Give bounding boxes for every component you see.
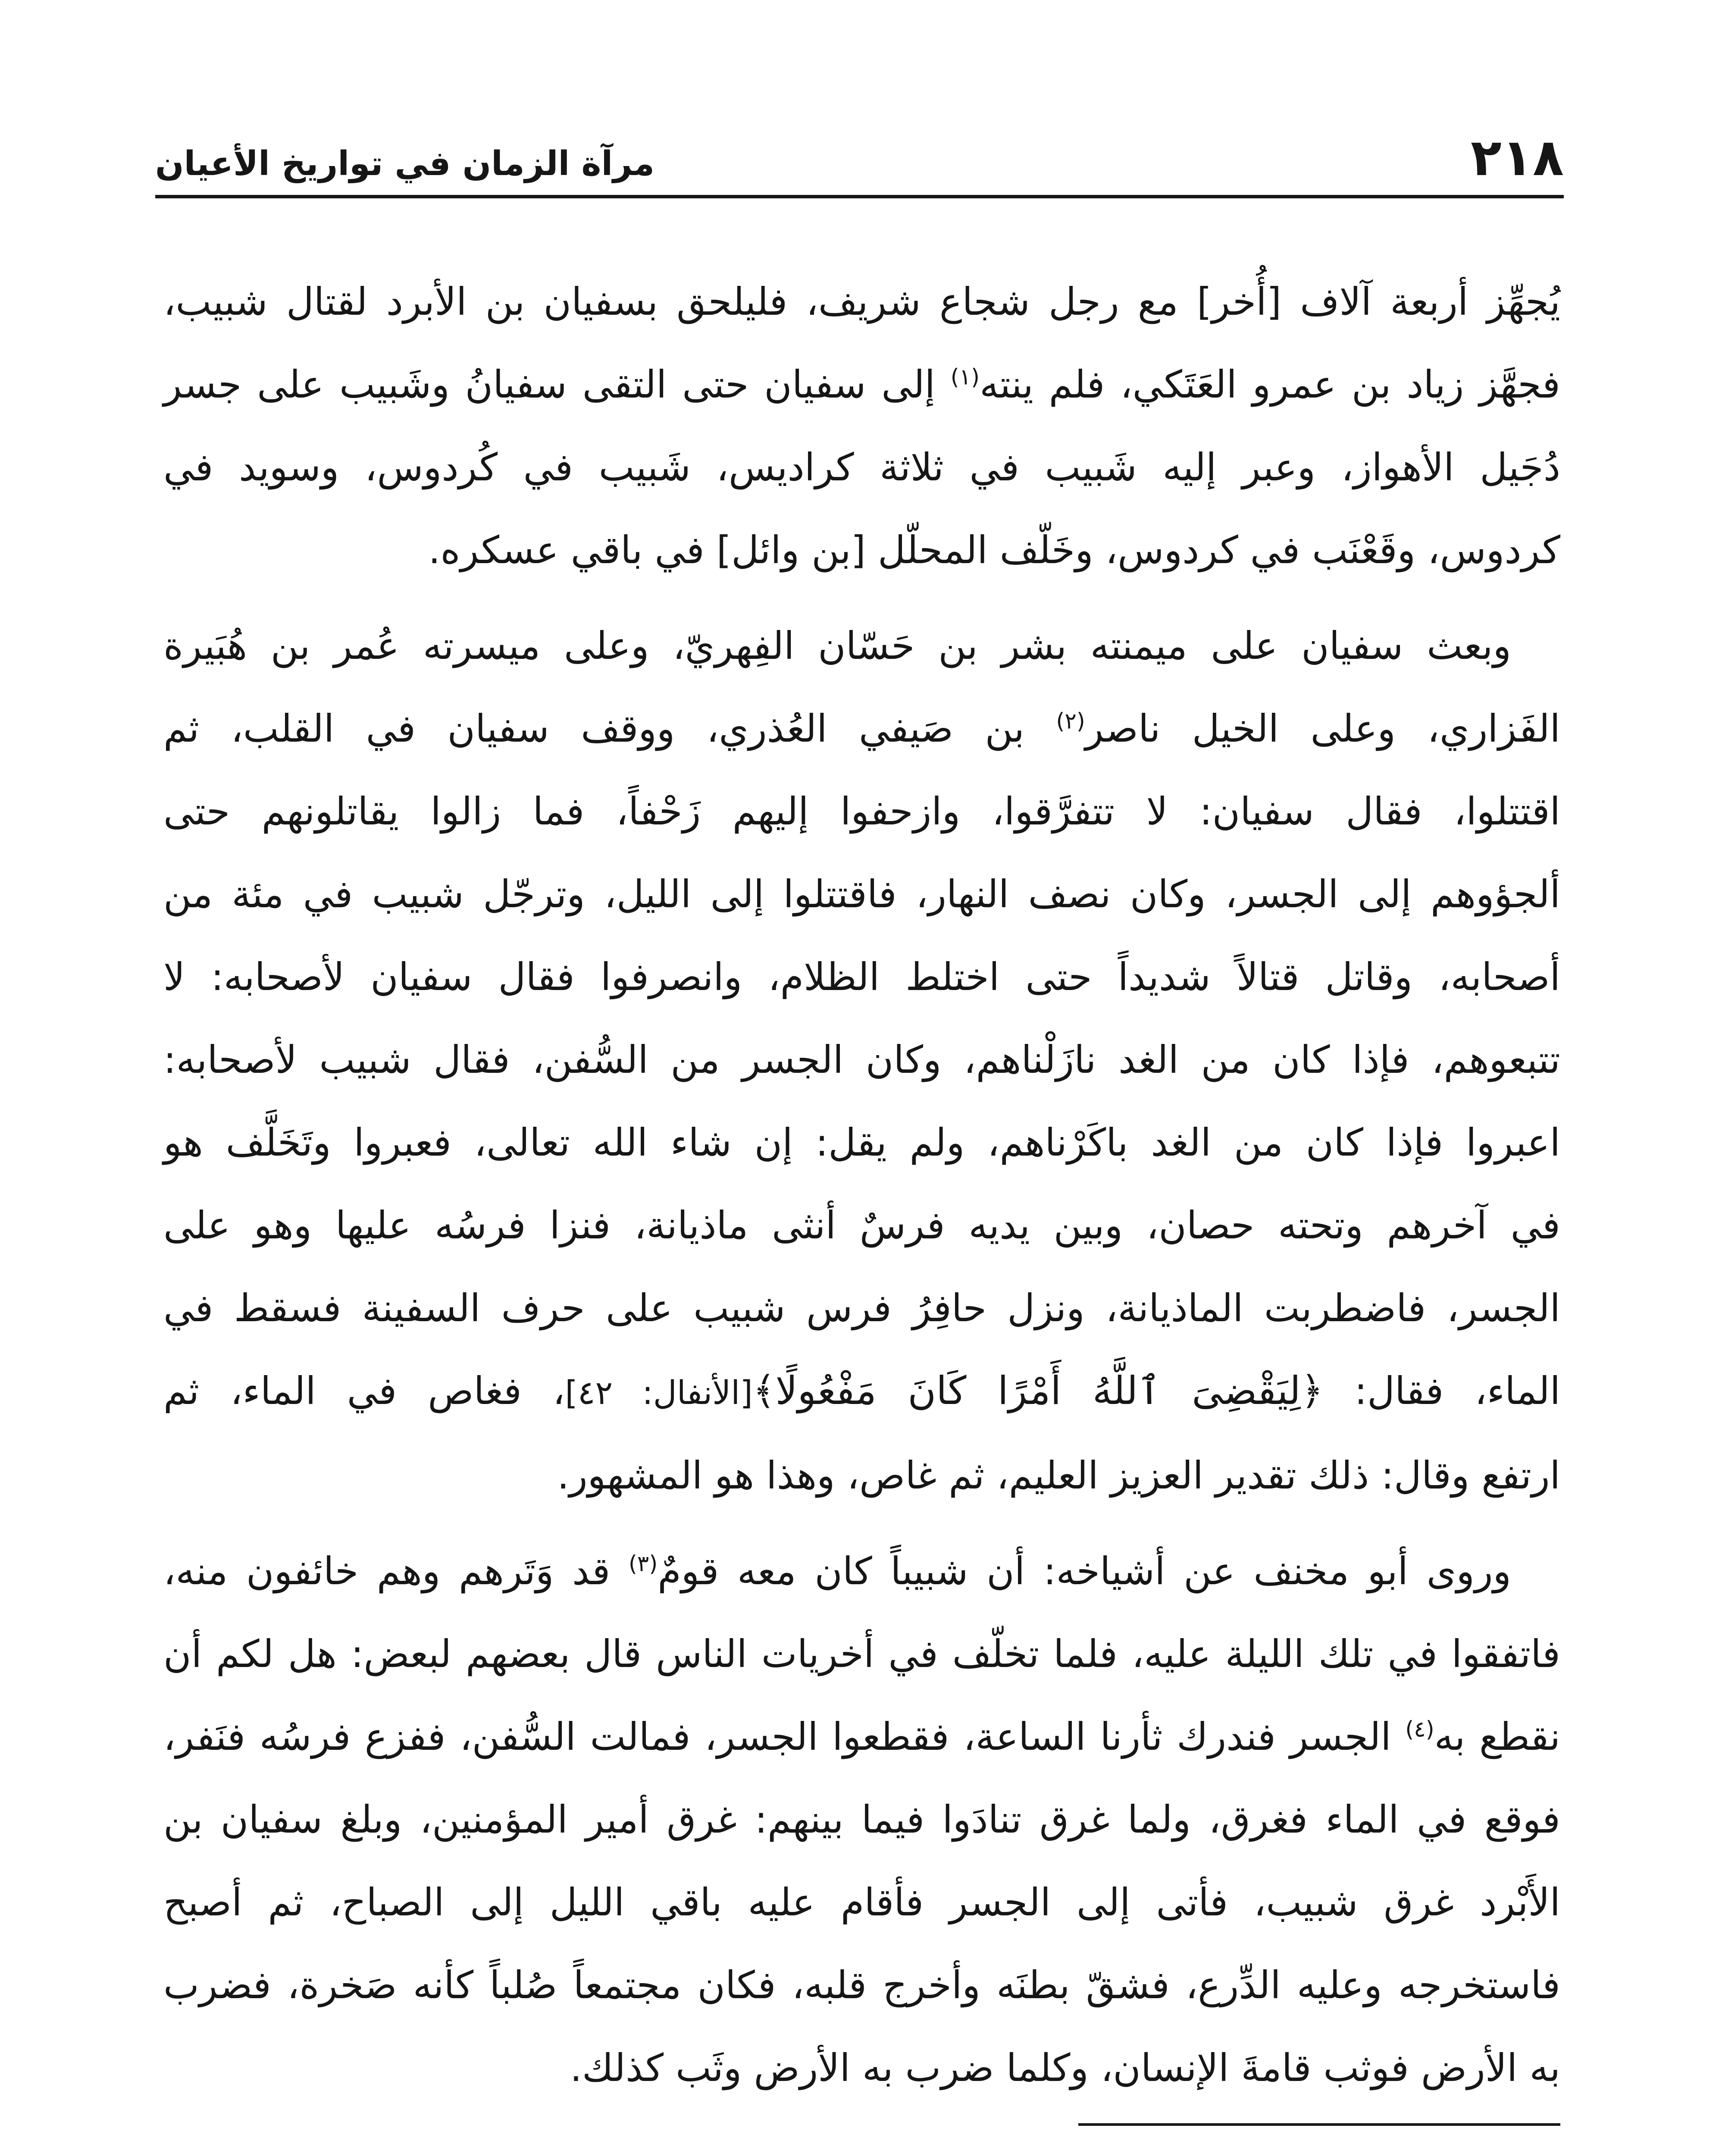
body-line: به الأرض فوثب قامةَ الإنسان، وكلما ضرب به الأرض وثَب كذلك.: [570, 2046, 1560, 2090]
book-title: مرآة الزمان في تواريخ الأعيان: [155, 144, 655, 183]
body-line: فاتفقوا في تلك الليلة عليه، فلما تخلّف في أخريات الناس قال بعضهم لبعض: هل لكم أن: [163, 1632, 1560, 1676]
line-text-continued: الجسر فندرك ثأرنا الساعة، فقطعوا الجسر، فمالت السُّفن، ففزع فرسُه فنَفر،: [163, 1714, 1406, 1759]
paragraph: [163, 605, 1560, 1517]
line-text: نقطع به: [1434, 1714, 1560, 1759]
body-line: الأَبْرد غرق شبيب، فأتى إلى الجسر فأقام عليه باقي الليل إلى الصباح، ثم أصبح: [163, 1880, 1560, 1924]
body-line: [163, 343, 1560, 426]
footnote: [163, 2153, 1560, 2156]
body-line: تتبعوهم، فإذا كان من الغد نازَلْناهم، وكان الجسر من السُّفن، فقال شبيب لأصحابه:: [163, 1037, 1560, 1082]
line-text-continued: إلى سفيان حتى التقى سفيانُ وشَبيب على جسر: [163, 362, 951, 407]
page-number: ٢١٨: [1470, 128, 1564, 187]
quran-verse: ﴿لِيَقْضِىَ ٱللَّهُ أَمْرًا كَانَ مَفْعُولًا﴾: [752, 1369, 1324, 1413]
line-text-continued: ، فغاص في الماء، ثم: [163, 1369, 565, 1413]
footnote-reference: (٤): [1405, 1717, 1434, 1742]
body-line: اقتتلوا، فقال سفيان: لا تتفرَّقوا، وازحفوا إليهم زَحْفاً، فما زالوا يقاتلونهم حتى: [163, 789, 1560, 834]
header-rule: [155, 195, 1564, 198]
footnote-reference: (٣): [629, 1551, 658, 1577]
body-line: [163, 1530, 1560, 1613]
body-line: يُجهِّز أربعة آلاف [أُخر] مع رجل شجاع شريف، فليلحق بسفيان بن الأبرد لقتال شبيب،: [163, 279, 1560, 324]
main-text: [163, 260, 1560, 2109]
line-text-continued: بن صَيفي العُذري، ووقف سفيان في القلب، ثم: [163, 706, 1056, 751]
footnote-reference: (١): [950, 364, 980, 390]
body-line: [163, 687, 1560, 770]
footnotes: [163, 2153, 1560, 2156]
line-text: الفَزاري، وعلى الخيل ناصر: [1085, 706, 1560, 751]
body-line: في آخرهم وتحته حصان، وبين يديه فرسٌ أنثى ماذيانة، فنزا فرسُه عليها وهو على: [163, 1203, 1560, 1247]
body-line: اعبروا فإذا كان من الغد باكَرْناهم، ولم يقل: إن شاء الله تعالى، فعبروا وتَخَلَّف هو: [163, 1120, 1560, 1165]
paragraph: [163, 1530, 1560, 2109]
verse-reference: [الأنفال: ٤٢]: [565, 1374, 753, 1412]
paragraph: [163, 260, 1560, 592]
body-line: ارتفع وقال: ذلك تقدير العزيز العليم، ثم غاص، وهذا هو المشهور.: [557, 1453, 1560, 1498]
line-text: فجهَّز زياد بن عمرو العَتَكي، فلم ينته: [980, 362, 1561, 407]
line-text: وروى أبو مخنف عن أشياخه: أن شبيباً كان معه قومٌ: [658, 1549, 1511, 1593]
body-line: ألجؤوهم إلى الجسر، وكان نصف النهار، فاقتتلوا إلى الليل، وترجّل شبيب في مئة من: [163, 872, 1560, 916]
body-line: فوقع في الماء فغرق، ولما غرق تنادَوا فيما بينهم: غرق أمير المؤمنين، وبلغ سفيان بن: [163, 1797, 1560, 1842]
body-line: الجسر، فاضطربت الماذيانة، ونزل حافِرُ فرس شبيب على حرف السفينة فسقط في: [163, 1286, 1560, 1330]
body-line: [163, 1695, 1560, 1778]
body-line: أصحابه، وقاتل قتالاً شديداً حتى اختلط الظلام، وانصرفوا فقال سفيان لأصحابه: لا: [163, 955, 1560, 999]
body-line: [163, 1350, 1560, 1434]
footnote-reference: (٢): [1056, 708, 1085, 734]
line-text-continued: قد وَتَرهم وهم خائفون منه،: [163, 1549, 629, 1593]
body-line: دُجَيل الأهواز، وعبر إليه شَبيب في ثلاثة كراديس، شَبيب في كُردوس، وسويد في: [163, 445, 1560, 489]
running-header: [155, 125, 1564, 190]
body-line: وبعث سفيان على ميمنته بشر بن حَسّان الفِهريّ، وعلى ميسرته عُمر بن هُبَيرة: [163, 624, 1511, 668]
body-line: فاستخرجه وعليه الدِّرع، فشقّ بطنَه وأخرج قلبه، فكان مجتمعاً صُلباً كأنه صَخرة، فضرب: [163, 1963, 1560, 2007]
body-line: كردوس، وقَعْنَب في كردوس، وخَلّف المحلّل [بن وائل] في باقي عسكره.: [428, 528, 1560, 572]
footnote-separator: [1078, 2123, 1560, 2126]
line-text: الماء، فقال:: [1323, 1369, 1561, 1413]
